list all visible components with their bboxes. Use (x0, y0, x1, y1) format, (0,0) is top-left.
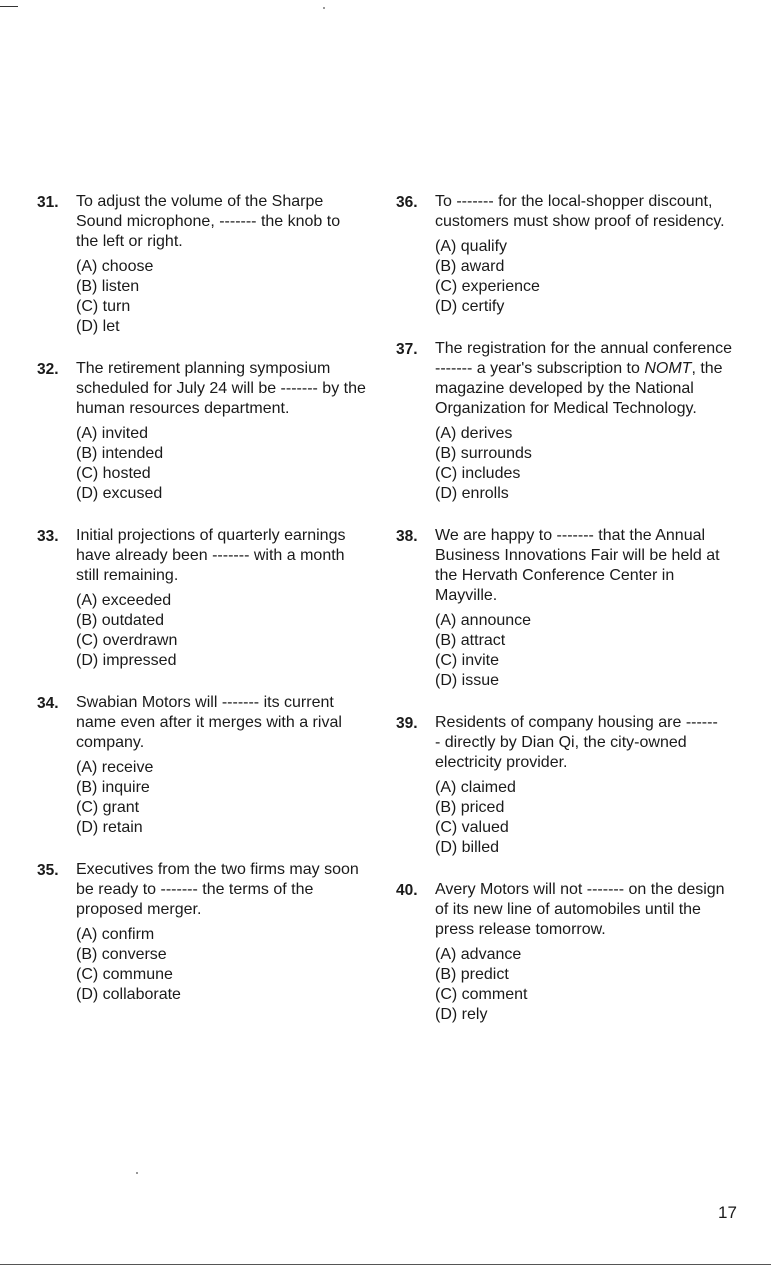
option-c[interactable]: (C) overdrawn (76, 632, 178, 649)
scan-corner-mark (0, 6, 18, 7)
answer-options (76, 758, 372, 838)
question-39 (396, 713, 736, 858)
option-a[interactable]: (A) qualify (435, 238, 508, 255)
question-stem: The retirement planning symposium scheduled for July 24 will be ------- by the human resources department. (76, 360, 366, 417)
option-d[interactable]: (D) rely (435, 1006, 488, 1023)
answer-options (76, 591, 372, 671)
question-stem: Swabian Motors will ------- its current name even after it merges with a rival company. (76, 694, 342, 751)
question-number: 35. (37, 862, 59, 879)
stem-text: The registration for the annual conference ------- a year's subscription to (435, 340, 733, 377)
option-b[interactable]: (B) converse (76, 946, 167, 963)
option-c[interactable]: (C) includes (435, 465, 521, 482)
option-b[interactable]: (B) outdated (76, 612, 165, 629)
option-d[interactable]: (D) issue (435, 672, 500, 689)
question-number: 31. (37, 194, 59, 211)
option-a[interactable]: (A) invited (76, 425, 149, 442)
question-34 (37, 693, 372, 838)
page-bottom-rule (0, 1264, 771, 1265)
answer-options (76, 257, 372, 337)
option-d[interactable]: (D) certify (435, 298, 505, 315)
answer-options (435, 424, 736, 504)
question-number: 39. (396, 715, 418, 732)
left-question-column (37, 192, 372, 1005)
question-32 (37, 359, 372, 504)
question-stem: To adjust the volume of the Sharpe Sound microphone, ------- the knob to the left or right. (76, 193, 341, 250)
answer-options (76, 424, 372, 504)
option-c[interactable]: (C) grant (76, 799, 140, 816)
option-d[interactable]: (D) collaborate (76, 986, 181, 1003)
option-b[interactable]: (B) attract (435, 632, 506, 649)
option-c[interactable]: (C) comment (435, 986, 528, 1003)
option-c[interactable]: (C) invite (435, 652, 500, 669)
question-number: 40. (396, 882, 418, 899)
question-number: 36. (396, 194, 418, 211)
question-number: 38. (396, 528, 418, 545)
question-number: 34. (37, 695, 59, 712)
question-33 (37, 526, 372, 671)
option-c[interactable]: (C) valued (435, 819, 509, 836)
question-number: 33. (37, 528, 59, 545)
option-a[interactable]: (A) choose (76, 258, 154, 275)
question-31 (37, 192, 372, 337)
answer-options (76, 925, 372, 1005)
option-d[interactable]: (D) billed (435, 839, 500, 856)
option-c[interactable]: (C) experience (435, 278, 540, 295)
question-35 (37, 860, 372, 1005)
option-d[interactable]: (D) impressed (76, 652, 177, 669)
scan-speck (323, 7, 325, 9)
option-b[interactable]: (B) inquire (76, 779, 150, 796)
option-a[interactable]: (A) confirm (76, 926, 155, 943)
option-c[interactable]: (C) hosted (76, 465, 151, 482)
answer-options (435, 945, 736, 1025)
page-number: 17 (718, 1203, 737, 1222)
option-b[interactable]: (B) predict (435, 966, 509, 983)
magazine-title: NOMT (644, 360, 692, 377)
option-d[interactable]: (D) excused (76, 485, 163, 502)
option-a[interactable]: (A) announce (435, 612, 532, 629)
option-b[interactable]: (B) award (435, 258, 505, 275)
question-stem (435, 339, 736, 419)
right-question-column (396, 192, 736, 1025)
option-b[interactable]: (B) intended (76, 445, 164, 462)
question-number: 37. (396, 341, 418, 358)
stem-text: , the magazine developed by the National Organization for Medical Technology. (435, 360, 723, 417)
option-d[interactable]: (D) let (76, 318, 120, 335)
option-a[interactable]: (A) exceeded (76, 592, 172, 609)
question-38 (396, 526, 736, 691)
option-b[interactable]: (B) listen (76, 278, 140, 295)
question-stem: We are happy to ------- that the Annual Business Innovations Fair will be held at the Hervath Conference Center in Mayville. (435, 527, 720, 604)
answer-options (435, 778, 736, 858)
option-c[interactable]: (C) turn (76, 298, 131, 315)
option-c[interactable]: (C) commune (76, 966, 173, 983)
question-stem: Residents of company housing are ------- directly by Dian Qi, the city-owned electricity provider. (435, 714, 718, 771)
question-36 (396, 192, 736, 317)
answer-options (435, 237, 736, 317)
question-stem: Executives from the two firms may soon be ready to ------- the terms of the proposed merger. (76, 861, 359, 918)
question-stem: Initial projections of quarterly earnings have already been ------- with a month still remaining. (76, 527, 346, 584)
option-a[interactable]: (A) derives (435, 425, 513, 442)
option-d[interactable]: (D) retain (76, 819, 143, 836)
question-40 (396, 880, 736, 1025)
option-b[interactable]: (B) surrounds (435, 445, 532, 462)
answer-options (435, 611, 736, 691)
option-a[interactable]: (A) receive (76, 759, 154, 776)
question-37 (396, 339, 736, 504)
question-stem: To ------- for the local-shopper discount, customers must show proof of residency. (435, 193, 725, 230)
option-a[interactable]: (A) claimed (435, 779, 516, 796)
option-a[interactable]: (A) advance (435, 946, 522, 963)
option-b[interactable]: (B) priced (435, 799, 505, 816)
question-number: 32. (37, 361, 59, 378)
scan-speck (136, 1172, 138, 1174)
question-stem: Avery Motors will not ------- on the design of its new line of automobiles until the press release tomorrow. (435, 881, 725, 938)
option-d[interactable]: (D) enrolls (435, 485, 509, 502)
